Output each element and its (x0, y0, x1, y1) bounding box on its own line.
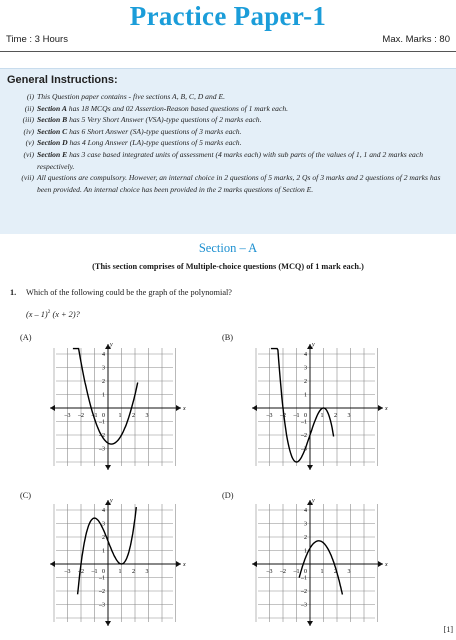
x-tick-label: 3 (145, 569, 149, 575)
x-tick-label: –3 (266, 413, 273, 419)
y-tick-label: –1 (301, 419, 307, 426)
instruction-text: All questions are compulsory. However, an internal choice in 2 questions of 5 marks, 2 Qs of 3 marks and 2 questions of 2 marks has been provided. An internal choice has been provided in the 2 marks questions of Section E. (37, 173, 441, 194)
x-tick-label: 1 (118, 413, 122, 419)
y-tick-label: –3 (99, 602, 105, 609)
x-tick-label: 0 (102, 413, 105, 419)
instruction-item (0, 103, 456, 115)
y-tick-label: 4 (304, 352, 307, 358)
y-tick-label: –2 (99, 433, 105, 439)
x-tick-label: 3 (347, 569, 351, 575)
instruction-text: This Question paper contains - five sections A, B, C, D and E. (37, 92, 226, 101)
y-tick-label: –1 (301, 575, 307, 582)
y-tick-label: –3 (301, 602, 307, 609)
instruction-item (0, 91, 456, 103)
instruction-number: (iv) (23, 126, 34, 136)
y-axis-arrow-down (307, 621, 313, 626)
polynomial-curve (73, 349, 138, 445)
instruction-text: Section B has 5 Very Short Answer (VSA)-type questions of 2 marks each. (37, 115, 262, 125)
y-axis-arrow-down (105, 465, 111, 470)
x-tick-label: 2 (334, 413, 337, 419)
time-label: Time : 3 Hours (6, 34, 68, 45)
y-tick-label: 1 (102, 392, 105, 399)
instructions-list (0, 91, 456, 195)
x-tick-label: –2 (78, 569, 84, 575)
y-tick-label: –2 (301, 589, 307, 595)
instruction-number: (vi) (23, 149, 34, 159)
x-axis-arrow-left (252, 405, 257, 411)
y-tick-label: 1 (304, 548, 307, 555)
x-tick-label: 2 (132, 413, 135, 419)
x-axis-arrow-right (176, 405, 181, 411)
instruction-text: Section D has 4 Long Answer (LA)-type questions of 5 marks each. (37, 138, 242, 148)
section-title: Section – A (198, 241, 258, 255)
instruction-text: Section E has 3 case based integrated units of assessment (4 marks each) with sub parts of the values of 1, 1 and 2 marks each respectively. (37, 149, 423, 171)
instruction-number: (v) (25, 138, 34, 148)
x-tick-label: –3 (64, 569, 71, 575)
x-tick-label: –2 (78, 413, 84, 419)
instruction-text: Section C has 6 Short Answer (SA)-type questions of 3 marks each. (37, 126, 242, 136)
x-tick-label: –1 (293, 413, 300, 419)
x-tick-label: 0 (304, 413, 307, 419)
y-tick-label: –2 (99, 589, 105, 595)
question-number: 1. (10, 288, 17, 297)
y-tick-label: 1 (102, 548, 105, 555)
x-tick-label: 3 (145, 413, 149, 419)
page-number: [1] (443, 625, 453, 634)
option-label-c[interactable]: (C) (20, 491, 32, 500)
y-tick-label: –3 (99, 446, 105, 453)
y-tick-label: –1 (99, 575, 105, 582)
x-axis-name: x (385, 562, 388, 568)
x-tick-label: 3 (347, 413, 351, 419)
y-axis-name: y (110, 498, 113, 504)
y-tick-label: 2 (304, 535, 307, 541)
x-axis-arrow-left (50, 405, 55, 411)
max-marks-label: Max. Marks : 80 (382, 34, 450, 45)
option-label-d[interactable]: (D) (222, 491, 234, 500)
instruction-number: (ii) (24, 103, 34, 113)
y-axis-arrow-down (105, 621, 111, 626)
y-tick-label: 4 (304, 508, 307, 514)
y-axis-name: y (312, 498, 315, 504)
y-tick-label: 2 (304, 379, 307, 385)
question-text: Which of the following could be the graph of the polynomial? (26, 288, 232, 297)
y-tick-label: 1 (304, 392, 307, 399)
instruction-item (0, 126, 456, 138)
y-tick-label: –2 (301, 433, 307, 439)
general-instructions-box (0, 68, 456, 234)
instruction-item (0, 149, 456, 172)
option-label-b[interactable]: (B) (222, 333, 234, 342)
y-axis-arrow-down (307, 465, 313, 470)
y-tick-label: 4 (102, 508, 105, 514)
graph-option-d (240, 496, 390, 631)
x-axis-name: x (385, 406, 388, 412)
x-tick-label: 0 (102, 569, 105, 575)
y-tick-label: 3 (102, 365, 105, 372)
y-tick-label: 3 (304, 365, 307, 372)
y-tick-label: 4 (102, 352, 105, 358)
x-tick-label: –3 (266, 569, 273, 575)
x-tick-label: 0 (304, 569, 307, 575)
graph-option-a (38, 340, 188, 475)
y-tick-label: 3 (102, 521, 105, 528)
x-tick-label: –2 (280, 413, 286, 419)
y-tick-label: 2 (102, 535, 105, 541)
instruction-item (0, 137, 456, 149)
instruction-item (0, 114, 456, 126)
instruction-text: Section A has 18 MCQs and 02 Assertion-Reason based questions of 1 mark each. (37, 103, 289, 113)
x-tick-label: –2 (280, 569, 286, 575)
question-polynomial: (x – 1)$^2$ (x + 2)? (26, 309, 80, 319)
y-tick-label: 3 (304, 521, 307, 528)
header-divider (0, 51, 456, 52)
x-axis-name: x (183, 406, 186, 412)
y-axis-name: y (110, 342, 113, 348)
page-title: Practice Paper-1 (129, 1, 327, 31)
x-tick-label: 1 (320, 569, 324, 575)
y-tick-label: 2 (102, 379, 105, 385)
x-axis-arrow-right (378, 405, 383, 411)
y-tick-label: –3 (301, 446, 307, 453)
instruction-number: (vii) (21, 173, 34, 183)
instruction-number: (iii) (22, 115, 34, 125)
instruction-item (0, 172, 456, 195)
y-axis-name: y (312, 342, 315, 348)
graph-option-c (38, 496, 188, 631)
x-axis-arrow-left (252, 561, 257, 567)
general-instructions-title: General Instructions: (7, 74, 118, 86)
y-tick-label: –1 (99, 419, 105, 426)
x-tick-label: 2 (334, 569, 337, 575)
section-subtitle: (This section comprises of Multiple-choice questions (MCQ) of 1 mark each.) (92, 262, 364, 271)
x-tick-label: –3 (64, 413, 71, 419)
x-tick-label: 1 (118, 569, 122, 575)
x-tick-label: –1 (91, 413, 98, 419)
polynomial-curve (271, 349, 334, 462)
x-axis-arrow-right (176, 561, 181, 567)
x-tick-label: 1 (320, 413, 324, 419)
option-label-a[interactable]: (A) (20, 333, 32, 342)
instruction-number: (i) (26, 92, 34, 101)
x-axis-name: x (183, 562, 186, 568)
x-axis-arrow-left (50, 561, 55, 567)
x-tick-label: 2 (132, 569, 135, 575)
graph-option-b (240, 340, 390, 475)
x-tick-label: –1 (91, 569, 98, 575)
x-tick-label: –1 (293, 569, 300, 575)
x-axis-arrow-right (378, 561, 383, 567)
